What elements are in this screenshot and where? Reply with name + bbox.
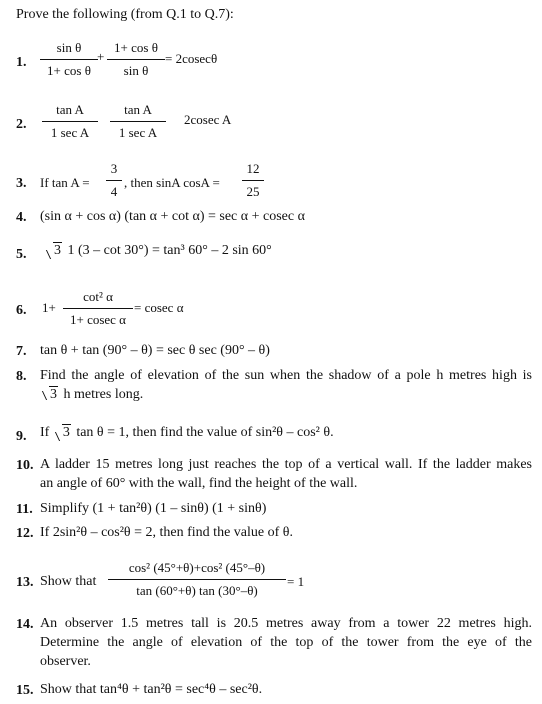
radicand: 3 <box>62 425 70 440</box>
radicand: 3 <box>50 387 57 402</box>
question-text <box>44 244 272 258</box>
numerator: 1+ cos θ <box>114 40 158 55</box>
page-heading: Prove the following (from Q.1 to Q.7): <box>16 7 234 22</box>
question-number: 1. <box>16 55 27 70</box>
denominator: 4 <box>110 184 118 199</box>
question-text <box>40 455 532 493</box>
question-lead: If <box>40 425 50 440</box>
numerator: tan A <box>124 102 152 117</box>
numerator: cos² (45°+θ)+cos² (45°–θ) <box>128 560 266 575</box>
radicand: 3 <box>54 243 61 258</box>
numerator: 3 <box>110 161 118 176</box>
question-text: Show that <box>40 574 97 589</box>
denominator: 1+ cosec α <box>69 312 126 327</box>
question-number: 4. <box>16 210 27 225</box>
question-number: 11. <box>16 502 33 517</box>
text-line: an angle of 60° with the wall, find the height of the wall. <box>40 476 358 491</box>
numerator: tan A <box>56 102 84 117</box>
denominator: 25 <box>246 184 260 199</box>
question-number: 5. <box>16 247 27 262</box>
question-number: 15. <box>16 683 34 698</box>
text-line <box>40 385 532 404</box>
square-root <box>53 426 71 440</box>
text-line: Find the angle of elevation of the sun when the shadow of a pole h metres high is <box>40 368 532 383</box>
fraction <box>106 161 122 200</box>
question-text: If 2sin²θ – cos²θ = 2, then find the value of θ. <box>40 525 293 540</box>
question-number: 13. <box>16 575 34 590</box>
text-line: A ladder 15 metres long just reaches the top of a vertical wall. If the ladder makes <box>40 457 532 472</box>
fraction <box>108 560 286 599</box>
fraction <box>107 40 165 79</box>
rhs: = 2cosecθ <box>165 51 218 66</box>
fraction <box>42 102 98 141</box>
rhs: = cosec α <box>134 300 184 315</box>
question-text: , then sinA cosA = <box>124 175 220 190</box>
plus-sign: + <box>97 49 105 64</box>
square-root <box>40 385 58 404</box>
question-text <box>40 614 532 671</box>
question-number: 3. <box>16 176 27 191</box>
question-number: 8. <box>16 369 27 384</box>
denominator: sin θ <box>123 63 149 78</box>
text-line: observer. <box>40 654 91 669</box>
question-text <box>40 426 334 440</box>
question-number: 2. <box>16 117 27 132</box>
fraction <box>242 161 264 200</box>
question-text: Show that tan⁴θ + tan²θ = sec⁴θ – sec²θ. <box>40 682 263 697</box>
question-text: (sin α + cos α) (tan α + cot α) = sec α + cosec α <box>40 209 305 224</box>
question-text: Simplify (1 + tan²θ) (1 – sinθ) (1 + sinθ) <box>40 501 267 516</box>
question-text: If tan A = <box>40 175 90 190</box>
question-number: 12. <box>16 526 34 541</box>
question-number: 6. <box>16 303 27 318</box>
text-line: An observer 1.5 metres tall is 20.5 metres away from a tower 22 metres high. <box>40 616 532 631</box>
fraction <box>40 40 98 79</box>
question-text: tan θ + tan (90° – θ) = sec θ sec (90° – θ) <box>40 343 270 358</box>
numerator: 12 <box>246 161 260 176</box>
question-body: 1 (3 – cot 30°) = tan³ 60° – 2 sin 60° <box>67 243 272 258</box>
rhs: 2cosec A <box>184 112 232 127</box>
question-number: 7. <box>16 344 27 359</box>
question-body: h metres long. <box>63 387 144 402</box>
numerator: sin θ <box>56 40 82 55</box>
denominator: tan (60°+θ) tan (30°–θ) <box>136 583 258 598</box>
numerator: cot² α <box>83 289 113 304</box>
question-body: tan θ = 1, then find the value of sin²θ – cos² θ. <box>76 425 334 440</box>
question-number: 14. <box>16 617 34 632</box>
text-line: Determine the angle of elevation of the top of the tower from the eye of the <box>40 635 532 650</box>
fraction <box>110 102 166 141</box>
denominator: 1+ cos θ <box>47 63 91 78</box>
fraction <box>63 289 133 328</box>
question-number: 10. <box>16 458 34 473</box>
denominator: 1 sec A <box>50 125 90 140</box>
rhs: = 1 <box>287 574 305 589</box>
denominator: 1 sec A <box>118 125 158 140</box>
question-number: 9. <box>16 429 27 444</box>
square-root <box>44 244 62 258</box>
question-text <box>40 366 532 404</box>
question-text: 1+ <box>42 300 56 315</box>
